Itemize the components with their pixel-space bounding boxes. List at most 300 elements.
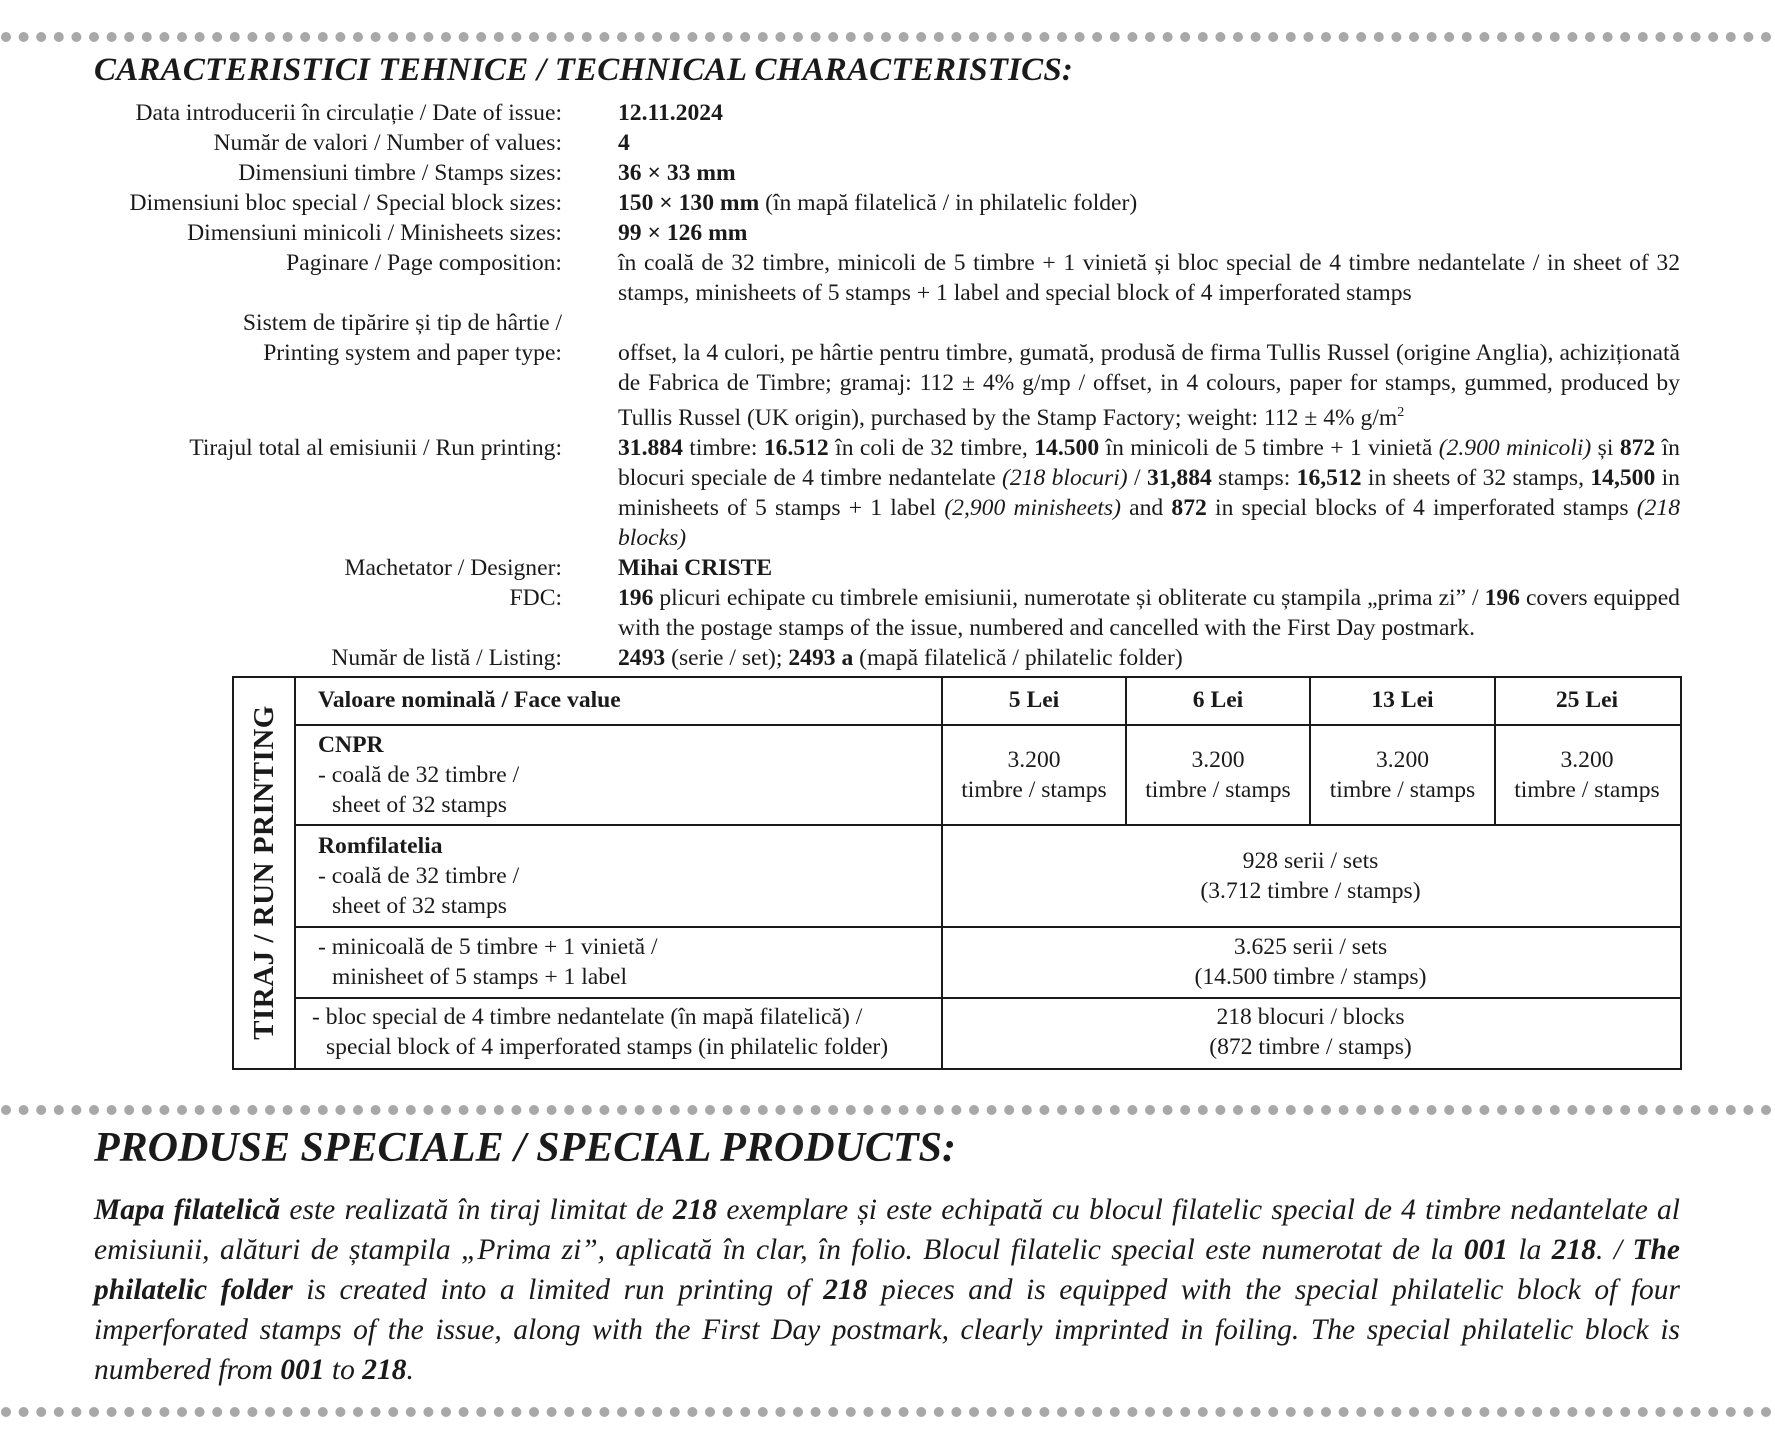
divider-dot — [1, 1407, 11, 1417]
divider-dot — [635, 1105, 645, 1115]
divider-dot — [899, 32, 909, 42]
divider-dot — [987, 32, 997, 42]
spec-row-run-printing — [60, 433, 1680, 553]
fdc-count-ro: 196 — [618, 584, 654, 611]
divider-dot — [881, 32, 891, 42]
divider-dot — [1268, 1105, 1278, 1115]
divider-dot — [1444, 1105, 1454, 1115]
divider-dot — [1356, 32, 1366, 42]
divider-dot — [142, 1105, 152, 1115]
divider-dot — [775, 1407, 785, 1417]
para-text: este realizată în tiraj limitat de — [280, 1194, 673, 1226]
run-sheets-ro: 16.512 — [763, 434, 829, 461]
divider-dot — [124, 1407, 134, 1417]
divider-dot — [1004, 1407, 1014, 1417]
divider-dot — [1620, 1105, 1630, 1115]
spec-label: Dimensiuni bloc special / Special block sizes: — [129, 190, 562, 216]
divider-dot — [529, 1105, 539, 1115]
divider-dot — [1391, 32, 1401, 42]
divider-dot — [916, 32, 926, 42]
divider-dot — [1286, 32, 1296, 42]
divider-dot — [582, 1105, 592, 1115]
divider-dot — [1462, 1407, 1472, 1417]
divider-dot — [1515, 1105, 1525, 1115]
divider-dot — [951, 1407, 961, 1417]
divider-dot — [494, 1407, 504, 1417]
spec-row-designer — [60, 553, 1680, 583]
minisheet-label — [318, 932, 658, 992]
run-text: in minisheets of 5 stamps + 1 label — [618, 464, 1680, 521]
divider-dot — [987, 1407, 997, 1417]
divider-dot — [1092, 1105, 1102, 1115]
run-text: timbre: — [682, 434, 764, 461]
run-text: în minicoli de 5 timbre + 1 vinietă — [1099, 434, 1439, 461]
divider-dot — [195, 1407, 205, 1417]
divider-dot — [1462, 1105, 1472, 1115]
spec-value: 12.11.2024 — [618, 100, 723, 126]
spec-value-sup: 2 — [1397, 405, 1405, 420]
table-grid-line — [294, 724, 1680, 726]
divider-dot — [124, 32, 134, 42]
divider-dot — [1691, 1105, 1701, 1115]
divider-dot — [1726, 32, 1736, 42]
divider-dot — [159, 32, 169, 42]
divider-dot — [582, 1407, 592, 1417]
spec-row-page-composition — [60, 248, 1680, 308]
divider-dot — [142, 1407, 152, 1417]
divider-dot — [19, 1105, 29, 1115]
divider-dot — [1655, 1407, 1665, 1417]
spec-value — [618, 308, 1680, 433]
run-text: in special blocks of 4 imperforated stamps — [1206, 494, 1637, 521]
divider-dot — [599, 1407, 609, 1417]
divider-dot — [916, 1407, 926, 1417]
divider-dot — [1603, 32, 1613, 42]
divider-dot — [969, 1105, 979, 1115]
cnpr-unit: timbre / stamps — [1329, 777, 1476, 803]
divider-dot — [89, 1105, 99, 1115]
divider-dot — [19, 32, 29, 42]
divider-dot — [987, 1105, 997, 1115]
divider-dot — [547, 1105, 557, 1115]
divider-dot — [1409, 1407, 1419, 1417]
divider-dot — [353, 32, 363, 42]
divider-dot — [1585, 32, 1595, 42]
divider-dot — [1567, 1407, 1577, 1417]
divider-dot — [547, 1407, 557, 1417]
spec-label: Machetator / Designer: — [344, 554, 562, 581]
divider-dot — [1761, 1105, 1771, 1115]
divider-dot — [687, 32, 697, 42]
minisheet-sets: 3.625 serii / sets — [1233, 934, 1388, 960]
block-count: 218 blocuri / blocks — [1216, 1004, 1405, 1030]
spec-row-printing-system — [60, 308, 1680, 433]
run-text: and — [1120, 494, 1172, 521]
divider-dot — [36, 1407, 46, 1417]
divider-dot — [1321, 32, 1331, 42]
divider-dot — [1374, 32, 1384, 42]
divider-dot — [1339, 32, 1349, 42]
divider-dot — [1198, 1105, 1208, 1115]
divider-dot — [1303, 32, 1313, 42]
divider-dot — [107, 1407, 117, 1417]
divider-dot — [247, 32, 257, 42]
para-number: 218 — [1551, 1234, 1597, 1266]
divider-dot — [705, 1105, 715, 1115]
divider-dot — [1655, 32, 1665, 42]
divider-dot — [89, 1407, 99, 1417]
para-number: 218 — [823, 1274, 868, 1306]
listing-text: (mapă filatelică / philatelic folder) — [853, 644, 1183, 671]
divider-dot — [159, 1105, 169, 1115]
divider-dot — [71, 1407, 81, 1417]
divider-dot — [793, 1105, 803, 1115]
divider-dot — [283, 1105, 293, 1115]
divider-dot — [511, 1407, 521, 1417]
divider-dot — [212, 1105, 222, 1115]
divider-dot — [353, 1105, 363, 1115]
divider-dot — [283, 32, 293, 42]
divider-dot — [1127, 32, 1137, 42]
divider-dot — [1479, 1407, 1489, 1417]
run-blocks-ro: 872 — [1619, 434, 1656, 461]
divider-dot — [1673, 1105, 1683, 1115]
para-number: 001 — [280, 1354, 325, 1386]
divider-dot — [1603, 1105, 1613, 1115]
divider-dot — [1374, 1105, 1384, 1115]
divider-dot — [1708, 1407, 1718, 1417]
divider-dot — [1339, 1105, 1349, 1115]
divider-dot — [1726, 1105, 1736, 1115]
divider-dot — [1092, 1407, 1102, 1417]
divider-dot — [1215, 32, 1225, 42]
divider-dot — [371, 1105, 381, 1115]
run-printing-side-label — [232, 676, 296, 1068]
spec-value-note: (în mapă filatelică / in philatelic folder) — [759, 190, 1138, 216]
divider-dot — [1655, 1105, 1665, 1115]
divider-dot — [265, 32, 275, 42]
divider-dot — [1, 1105, 11, 1115]
divider-dot — [494, 1105, 504, 1115]
run-printing-table — [232, 676, 1680, 1068]
spec-label: Număr de valori / Number of values: — [213, 130, 562, 156]
face-value-6: 6 Lei — [1192, 687, 1244, 713]
run-blocks-count-ro: (218 blocuri) — [1002, 464, 1128, 491]
cnpr-qty: 3.200 — [1560, 747, 1614, 773]
divider-dot — [107, 32, 117, 42]
divider-dot — [1550, 1105, 1560, 1115]
divider-dot — [599, 32, 609, 42]
divider-dot — [1638, 32, 1648, 42]
divider-dot — [1233, 1407, 1243, 1417]
spec-label: Dimensiuni timbre / Stamps sizes: — [238, 160, 562, 186]
divider-dot — [406, 1105, 416, 1115]
minisheet-line: - minicoală de 5 timbre + 1 vinietă / — [318, 934, 658, 960]
face-value-25: 25 Lei — [1555, 687, 1619, 713]
divider-dot — [1022, 1407, 1032, 1417]
divider-dot — [107, 1105, 117, 1115]
divider-dot — [476, 1105, 486, 1115]
divider-dot — [1233, 1105, 1243, 1115]
divider-dot — [247, 1407, 257, 1417]
divider-dot — [353, 1407, 363, 1417]
divider-dot — [1497, 32, 1507, 42]
divider-dot — [423, 1105, 433, 1115]
divider-dot — [1145, 1407, 1155, 1417]
spec-row-date — [60, 98, 1680, 128]
divider-dot — [1075, 1105, 1085, 1115]
divider-dot — [318, 1407, 328, 1417]
cnpr-qty: 3.200 — [1007, 747, 1061, 773]
divider-dot — [371, 32, 381, 42]
divider-dot — [318, 32, 328, 42]
spec-row-listing — [60, 643, 1680, 673]
divider-dot — [1163, 1407, 1173, 1417]
divider-dot — [934, 1407, 944, 1417]
divider-dot — [1286, 1407, 1296, 1417]
divider-dot — [934, 1105, 944, 1115]
divider-dot — [1673, 32, 1683, 42]
spec-value: 150 × 130 mm — [618, 190, 760, 216]
spec-row-stamp-size — [60, 158, 1680, 188]
divider-dot — [1303, 1407, 1313, 1417]
divider-dot — [1110, 1407, 1120, 1417]
divider-dot — [899, 1105, 909, 1115]
para-text: . — [406, 1354, 414, 1386]
divider-dot — [441, 32, 451, 42]
divider-dot — [441, 1105, 451, 1115]
divider-dot — [1691, 32, 1701, 42]
divider-dot — [300, 1407, 310, 1417]
face-value-header: Valoare nominală / Face value — [318, 687, 621, 713]
divider-dot — [476, 32, 486, 42]
cnpr-label — [318, 730, 519, 820]
divider-dot — [582, 32, 592, 42]
divider-dot — [230, 1407, 240, 1417]
divider-dot — [1039, 1407, 1049, 1417]
face-value-5: 5 Lei — [1008, 687, 1060, 713]
divider-dot — [1075, 32, 1085, 42]
divider-dot — [441, 1407, 451, 1417]
spec-value: 99 × 126 mm — [618, 220, 748, 246]
block-stamps: (872 timbre / stamps) — [1209, 1034, 1412, 1060]
para-number: 001 — [1463, 1234, 1508, 1266]
cnpr-qty-5 — [943, 745, 1125, 805]
divider-dot — [564, 1105, 574, 1115]
special-products-paragraph — [94, 1190, 1680, 1390]
divider-dot — [476, 1407, 486, 1417]
divider-dot — [1321, 1407, 1331, 1417]
divider-dot — [1532, 1407, 1542, 1417]
divider-dot — [1145, 1105, 1155, 1115]
divider-dot — [1163, 1105, 1173, 1115]
face-value-13: 13 Lei — [1371, 687, 1434, 713]
divider-dot — [1550, 32, 1560, 42]
divider-dot — [71, 1105, 81, 1115]
divider-dot — [71, 32, 81, 42]
divider-dot — [1391, 1105, 1401, 1115]
divider-dot — [881, 1407, 891, 1417]
folder-name-ro: Mapa filatelică — [94, 1194, 281, 1226]
divider-dot — [511, 32, 521, 42]
divider-dot — [1039, 32, 1049, 42]
divider-dot — [1110, 1105, 1120, 1115]
spec-value-text: offset, la 4 culori, pe hârtie pentru timbre, gumată, produsă de firma Tullis Russel (origine Anglia), achiziționată de Fabrica de Timbre; gramaj: 112 ± 4% g/mp / offset, in 4 colours, paper for stamps, gummed, produced by Tullis Russel (UK origin), purchased by the Stamp Factory; weight: 112 ± 4% g/m — [618, 340, 1680, 431]
divider-dot — [1233, 32, 1243, 42]
divider-dot — [635, 32, 645, 42]
cnpr-unit: timbre / stamps — [1145, 777, 1291, 803]
divider-dot — [793, 32, 803, 42]
run-blocks-count-en: (218 blocks) — [618, 494, 1680, 551]
divider-dot — [723, 32, 733, 42]
divider-dot — [195, 32, 205, 42]
cnpr-qty: 3.200 — [1191, 747, 1245, 773]
divider-dot — [1356, 1105, 1366, 1115]
para-text: . / — [1596, 1234, 1633, 1266]
divider-dot — [863, 1407, 873, 1417]
divider-dot — [1479, 32, 1489, 42]
divider-dot — [811, 1407, 821, 1417]
para-text: to — [324, 1354, 363, 1386]
divider-dot — [1039, 1105, 1049, 1115]
divider-dot — [1303, 1105, 1313, 1115]
divider-dot — [863, 32, 873, 42]
romfilatelia-label — [318, 831, 519, 921]
spec-value: 36 × 33 mm — [618, 160, 736, 186]
listing-text: (serie / set); — [665, 644, 789, 671]
divider-dot — [1761, 1407, 1771, 1417]
divider-dot — [1444, 1407, 1454, 1417]
divider-dot — [1427, 1105, 1437, 1115]
divider-dot — [1479, 1105, 1489, 1115]
divider-dot — [1180, 1105, 1190, 1115]
divider-dot — [1268, 1407, 1278, 1417]
divider-dot — [494, 32, 504, 42]
divider-dot — [617, 32, 627, 42]
divider-dot — [1127, 1407, 1137, 1417]
divider-dot — [758, 1105, 768, 1115]
divider-dot — [969, 1407, 979, 1417]
run-mini-en: 14,500 — [1590, 464, 1656, 491]
para-text: is created into a limited run printing of — [292, 1274, 824, 1306]
divider-dot — [406, 32, 416, 42]
divider-dot — [1251, 1407, 1261, 1417]
spec-label: Dimensiuni minicoli / Minisheets sizes: — [187, 220, 562, 246]
cnpr-name: CNPR — [318, 732, 384, 758]
divider-dot — [54, 1407, 64, 1417]
romfilatelia-line: sheet of 32 stamps — [332, 893, 507, 919]
divider-dot — [1198, 32, 1208, 42]
divider-dot — [1286, 1105, 1296, 1115]
romfilatelia-value — [943, 846, 1678, 906]
divider-dot — [388, 1105, 398, 1115]
divider-dot — [1409, 1105, 1419, 1115]
divider-dot — [247, 1105, 257, 1115]
para-text: la — [1508, 1234, 1552, 1266]
divider-dot — [1004, 1105, 1014, 1115]
divider-dot — [1638, 1407, 1648, 1417]
block-line: special block of 4 imperforated stamps (in philatelic folder) — [326, 1034, 889, 1060]
divider-dot — [1515, 1407, 1525, 1417]
spec-label-line: Sistem de tipărire și tip de hârtie / — [242, 310, 562, 336]
side-label-text: TIRAJ / RUN PRINTING — [247, 704, 280, 1040]
divider-dot — [758, 1407, 768, 1417]
divider-dot — [846, 1105, 856, 1115]
divider-dot — [54, 1105, 64, 1115]
divider-dot — [1673, 1407, 1683, 1417]
divider-dot — [1127, 1105, 1137, 1115]
spec-row-values — [60, 128, 1680, 158]
divider-dot — [89, 32, 99, 42]
divider-dot — [36, 1105, 46, 1115]
divider-dot — [388, 1407, 398, 1417]
divider-dot — [1761, 32, 1771, 42]
spec-row-fdc — [60, 583, 1680, 643]
spec-row-block-size — [60, 188, 1680, 218]
spec-label: Paginare / Page composition: — [286, 250, 562, 276]
divider-dot — [1215, 1105, 1225, 1115]
divider-dot — [670, 1105, 680, 1115]
table-grid-line — [294, 926, 1680, 928]
divider-dot — [1092, 32, 1102, 42]
cnpr-qty-6 — [1127, 745, 1309, 805]
cnpr-line: sheet of 32 stamps — [332, 792, 507, 818]
divider-dot — [564, 32, 574, 42]
divider-dot — [617, 1407, 627, 1417]
divider-dot — [1374, 1407, 1384, 1417]
divider-dot — [177, 1407, 187, 1417]
divider-dot — [1585, 1407, 1595, 1417]
divider-dot — [511, 1105, 521, 1115]
divider-dot — [265, 1407, 275, 1417]
divider-dot — [265, 1105, 275, 1115]
divider-dot — [230, 1105, 240, 1115]
divider-dot — [19, 1407, 29, 1417]
divider-dot — [811, 1105, 821, 1115]
divider-dot — [564, 1407, 574, 1417]
spec-label: Data introducerii în circulație / Date of issue: — [135, 100, 562, 126]
run-total-en: 31,884 — [1146, 464, 1212, 491]
divider-dot — [1057, 1407, 1067, 1417]
divider-dot — [335, 1407, 345, 1417]
block-line: - bloc special de 4 timbre nedantelate (în mapă filatelică) / — [312, 1004, 863, 1030]
table-grid-line — [294, 997, 1680, 999]
divider-dot — [300, 32, 310, 42]
divider-dot — [881, 1105, 891, 1115]
block-label — [312, 1002, 888, 1062]
divider-dot — [1497, 1407, 1507, 1417]
spec-label-line: Printing system and paper type: — [263, 340, 562, 366]
divider-dot — [899, 1407, 909, 1417]
divider-dot — [1567, 32, 1577, 42]
divider-dot — [547, 32, 557, 42]
dotted-divider-middle — [0, 1103, 1775, 1117]
divider-dot — [1497, 1105, 1507, 1115]
divider-dot — [423, 1407, 433, 1417]
divider-dot — [1409, 32, 1419, 42]
divider-dot — [1532, 32, 1542, 42]
table-grid-line — [294, 824, 1680, 826]
divider-dot — [1743, 1105, 1753, 1115]
run-mini-ro: 14.500 — [1034, 434, 1100, 461]
fdc-text: plicuri echipate cu timbrele emisiunii, numerotate și obliterate cu ștampila „prima zi” / — [653, 584, 1485, 611]
divider-dot — [459, 1105, 469, 1115]
fdc-text: covers equipped with the postage stamps of the issue, numbered and cancelled with the First Day postmark. — [618, 584, 1680, 641]
divider-dot — [1057, 32, 1067, 42]
divider-dot — [1427, 32, 1437, 42]
divider-dot — [811, 32, 821, 42]
divider-dot — [740, 32, 750, 42]
